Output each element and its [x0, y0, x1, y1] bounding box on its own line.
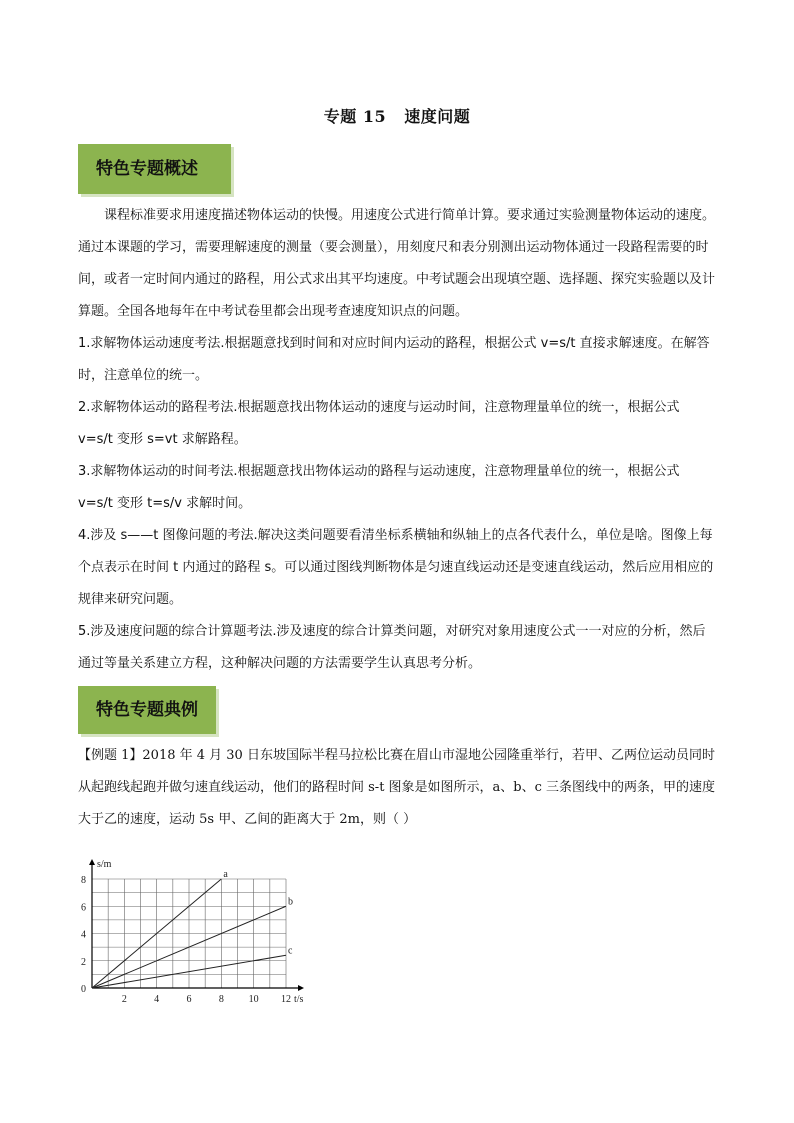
method-4-paragraph: 4.涉及 s——t 图像问题的考法.解决这类问题要看清坐标系横轴和纵轴上的点各代表什么，单位是啥。图像上每个点表示在时间 t 内通过的路程 s。可以通过图线判断物体是匀速直线运动还是变速直线运动，然后应用相应的规律来研究问题。: [78, 528, 714, 607]
y-tick-label: 0: [81, 984, 86, 995]
method-1-paragraph: 1.求解物体运动速度考法.根据题意找到时间和对应时间内运动的路程，根据公式 v=s/t 直接求解速度。在解答时，注意单位的统一。: [78, 336, 710, 383]
x-tick-label: 10: [248, 994, 259, 1005]
section-banner-overview: 特色专题概述: [78, 144, 231, 194]
y-axis-arrow: [89, 859, 95, 865]
y-tick-label: 4: [81, 929, 86, 941]
series-label-a: a: [223, 869, 228, 880]
st-graph: [72, 856, 322, 1006]
title-topic-name: 速度问题: [404, 107, 471, 126]
example-1-question: 【例题 1】2018 年 4 月 30 日东坡国际半程马拉松比赛在眉山市湿地公园隆重举行，若甲、乙两位运动员同时从起跑线起跑并做匀速直线运动，他们的路程时间 s-t 图象是如图所示，a、b、c 三条图线中的两条，甲的速度大于乙的速度，运动 5s 甲、乙间的距离大于 2m，则（ ）: [78, 748, 716, 827]
x-tick-label: 12: [281, 994, 291, 1005]
y-tick-label: 8: [81, 875, 86, 886]
method-3-paragraph: 3.求解物体运动的时间考法.根据题意找出物体运动的路程与运动速度，注意物理量单位的统一，根据公式 v=s/t 变形 t=s/v 求解时间。: [78, 464, 680, 511]
x-axis-arrow: [298, 985, 304, 991]
x-tick-label: 8: [218, 994, 224, 1005]
document-title: [0, 104, 794, 127]
method-5-paragraph: 5.涉及速度问题的综合计算题考法.涉及速度的综合计算类问题，对研究对象用速度公式一一对应的分析，然后通过等量关系建立方程，这种解决问题的方法需要学生认真思考分析。: [78, 624, 706, 671]
section-banner-examples: 特色专题典例: [78, 686, 216, 734]
series-label-c: c: [288, 945, 293, 957]
x-axis-label: t/s: [294, 994, 304, 1005]
x-tick-label: 6: [186, 994, 192, 1005]
series-label-b: b: [288, 896, 293, 908]
title-topic-number: 专题 15: [323, 107, 387, 126]
y-axis-label: s/m: [97, 859, 112, 870]
y-tick-label: 6: [81, 902, 86, 914]
x-tick-label: 2: [121, 994, 127, 1005]
x-tick-label: 4: [154, 994, 160, 1005]
y-tick-label: 2: [81, 956, 86, 968]
method-2-paragraph: 2.求解物体运动的路程考法.根据题意找出物体运动的速度与运动时间，注意物理量单位的统一，根据公式 v=s/t 变形 s=vt 求解路程。: [78, 400, 680, 447]
intro-paragraph: 课程标准要求用速度描述物体运动的快慢。用速度公式进行简单计算。要求通过实验测量物体运动的速度。通过本课题的学习，需要理解速度的测量（要会测量），用刻度尺和表分别测出运动物体通过一段路程需要的时间，或者一定时间内通过的路程，用公式求出其平均速度。中考试题会出现填空题、选择题、探究实验题以及计算题。全国各地每年在中考试卷里都会出现考查速度知识点的问题。: [78, 208, 716, 319]
